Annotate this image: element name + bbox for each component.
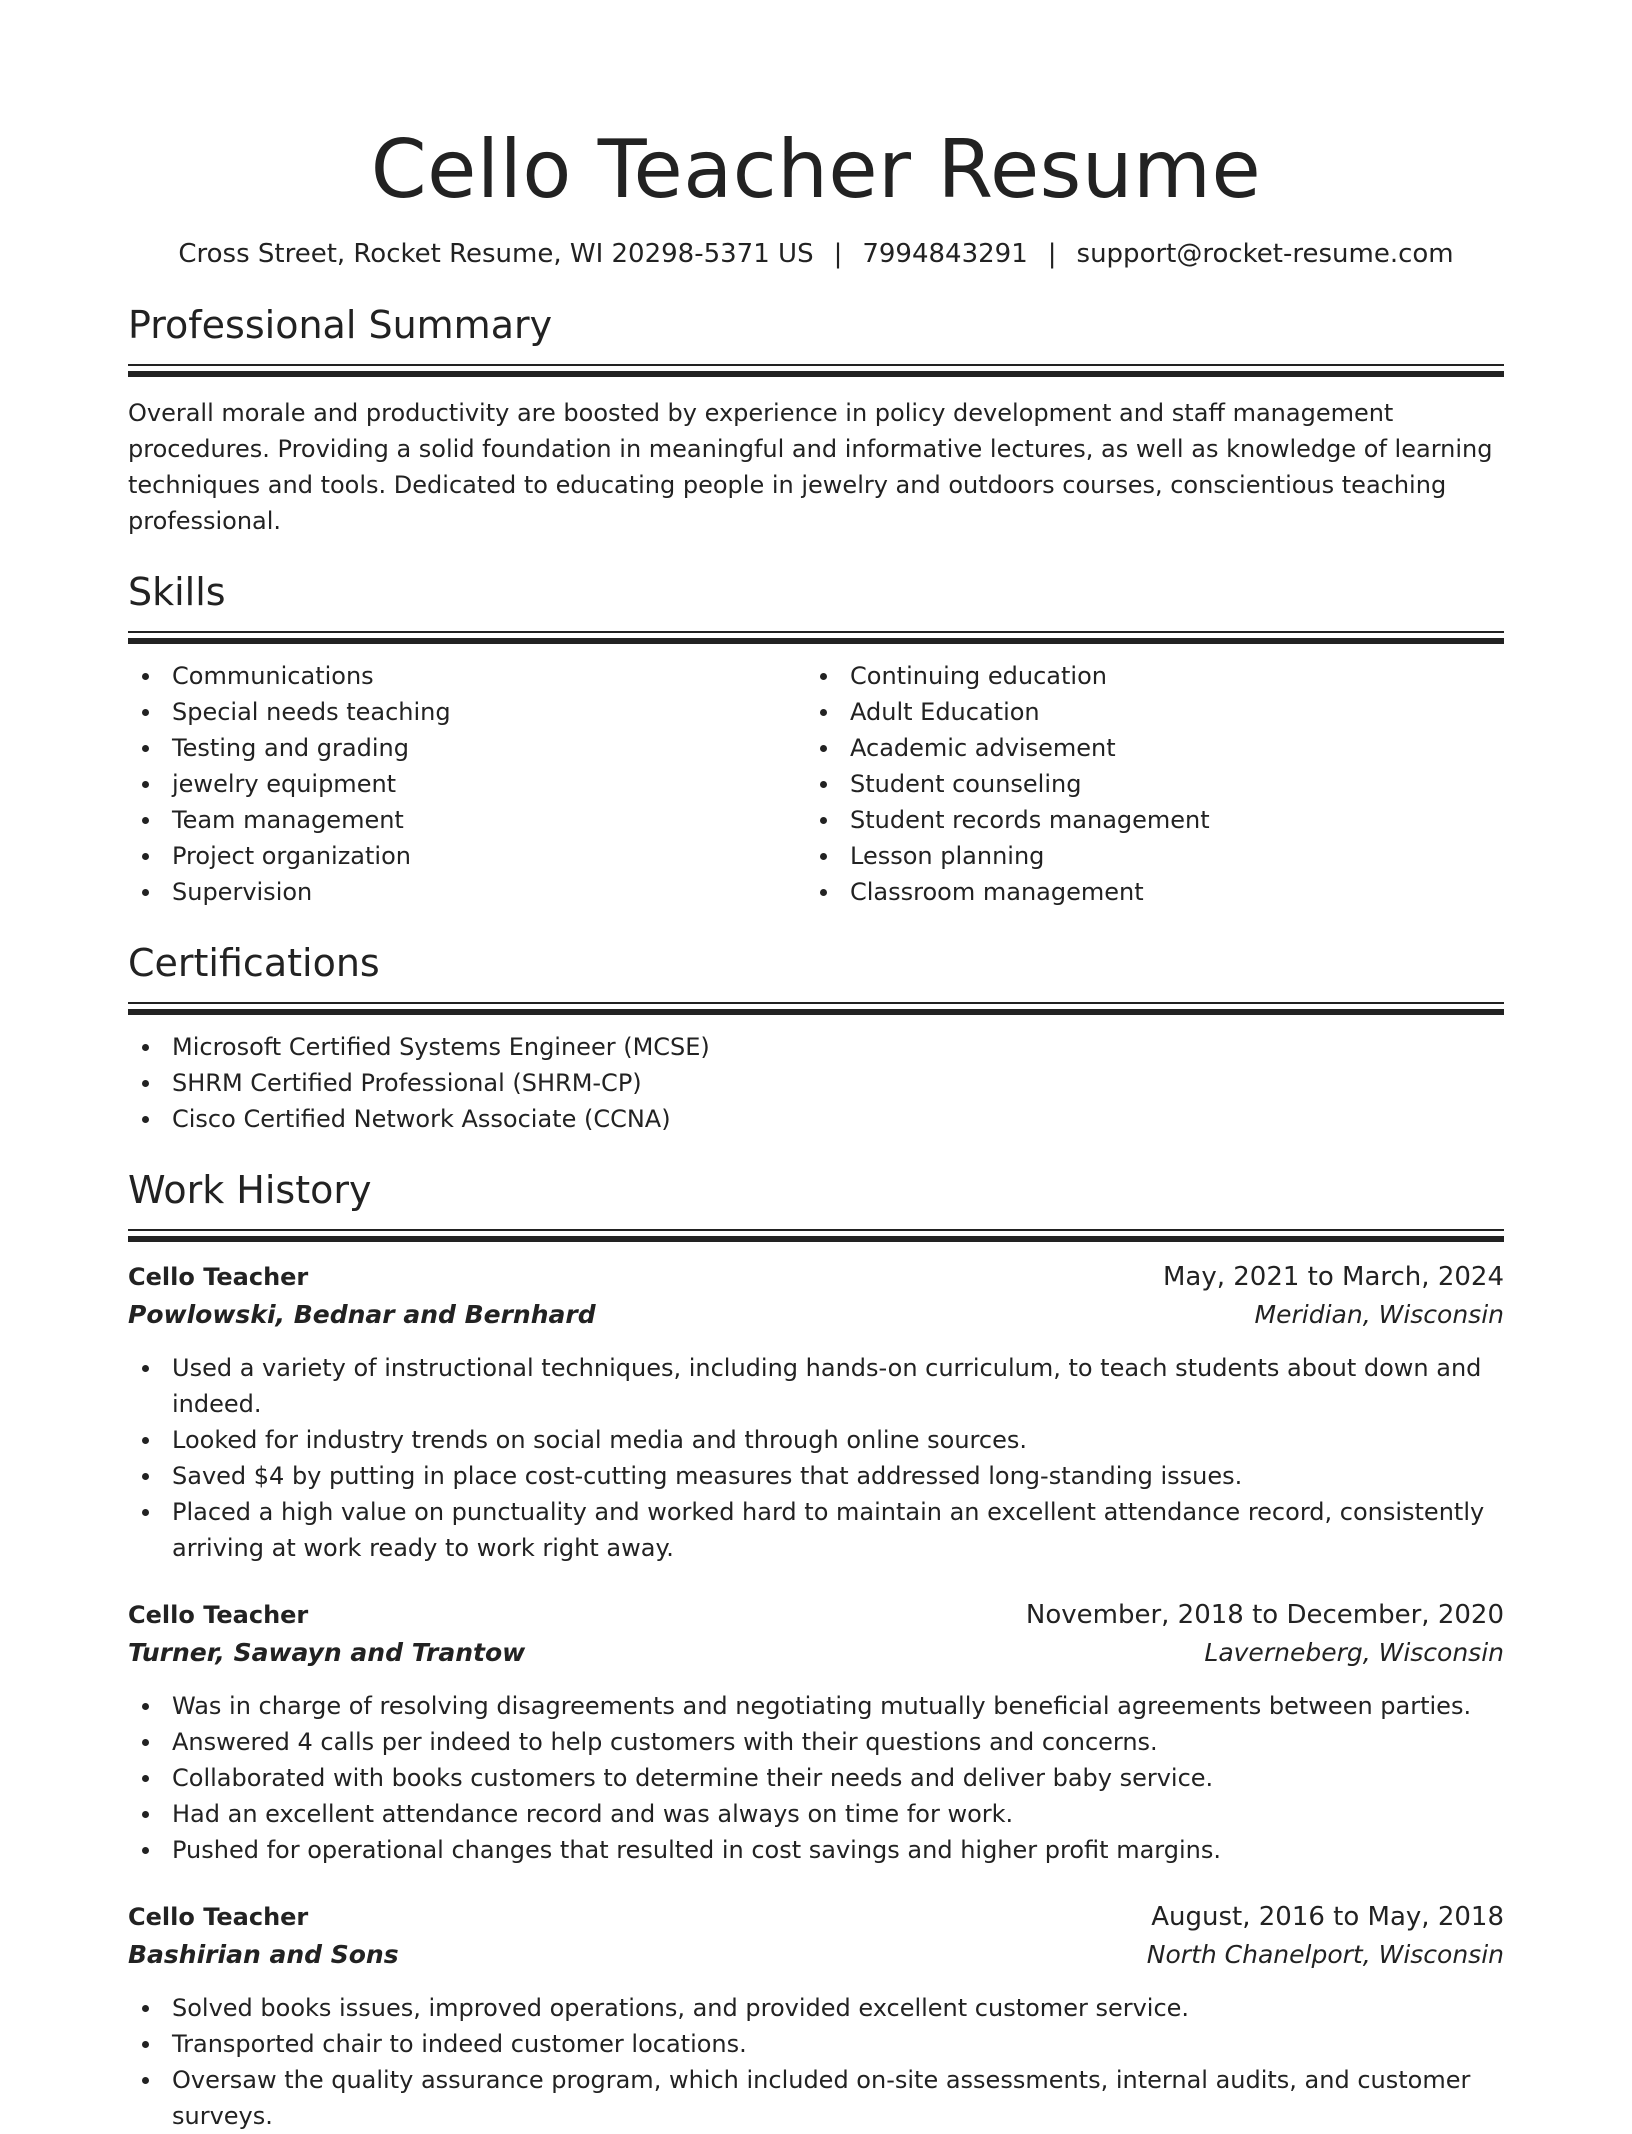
contact-separator: |	[1047, 239, 1057, 269]
job-dates: May, 2021 to March, 2024	[1162, 1262, 1504, 1292]
skills-column-right	[806, 658, 1484, 910]
certification-item: Microsoft Certified Systems Engineer (MCSE)	[128, 1029, 1504, 1065]
job-title: Cello Teacher	[128, 1263, 309, 1291]
contact-address: Cross Street, Rocket Resume, WI 20298-5371 US	[178, 239, 814, 269]
section-divider	[128, 364, 1504, 377]
duty-item: Pushed for operational changes that resulted in cost savings and higher profit margins.	[128, 1832, 1504, 1868]
duty-item: Collaborated with books customers to determine their needs and deliver baby service.	[128, 1760, 1504, 1796]
certifications-section-header	[128, 938, 1504, 1015]
certifications-heading: Certifications	[128, 941, 380, 985]
job-subheader	[128, 1634, 1504, 1672]
job-entry	[128, 1258, 1504, 1566]
job-company: Bashirian and Sons	[128, 1940, 399, 1969]
job-company: Turner, Sawayn and Trantow	[128, 1638, 526, 1667]
job-duties	[128, 1350, 1504, 1566]
job-location: Meridian, Wisconsin	[1254, 1300, 1504, 1329]
job-title: Cello Teacher	[128, 1601, 309, 1629]
job-duties	[128, 1688, 1504, 1868]
job-title: Cello Teacher	[128, 1903, 309, 1931]
duty-item: Oversaw the quality assurance program, which included on-site assessments, internal audits, and customer surveys.	[128, 2062, 1504, 2134]
work-section-header	[128, 1165, 1504, 1242]
summary-heading: Professional Summary	[128, 303, 553, 347]
duty-item: Solved books issues, improved operations, and provided excellent customer service.	[128, 1990, 1504, 2026]
job-entry	[128, 1898, 1504, 2134]
skill-item: Project organization	[128, 838, 806, 874]
job-dates: August, 2016 to May, 2018	[1151, 1902, 1504, 1932]
job-dates: November, 2018 to December, 2020	[1025, 1600, 1504, 1630]
section-divider	[128, 1002, 1504, 1015]
duty-item: Transported chair to indeed customer locations.	[128, 2026, 1504, 2062]
section-divider	[128, 1229, 1504, 1242]
summary-section-header	[128, 300, 1504, 377]
skills-heading: Skills	[128, 570, 226, 614]
certifications-list	[128, 1029, 1504, 1137]
page-title: Cello Teacher Resume	[370, 123, 1262, 216]
skill-item: Classroom management	[806, 874, 1484, 910]
summary-text: Overall morale and productivity are boosted by experience in policy development and staff management procedures. Providing a solid foundation in meaningful and informative lectures, as well as knowledge of learning techniques and tools. Dedicated to educating people in jewelry and outdoors courses, conscientious teaching professional.	[128, 399, 1493, 535]
duty-item: Was in charge of resolving disagreements and negotiating mutually beneficial agreements between parties.	[128, 1688, 1504, 1724]
skills-section-header	[128, 567, 1504, 644]
skill-item: Continuing education	[806, 658, 1484, 694]
job-duties	[128, 1990, 1504, 2134]
job-subheader	[128, 1296, 1504, 1334]
contact-email: support@rocket-resume.com	[1076, 239, 1454, 269]
skills-column-left	[128, 658, 806, 910]
skill-item: Academic advisement	[806, 730, 1484, 766]
job-location: Laverneberg, Wisconsin	[1204, 1638, 1504, 1667]
skill-item: Supervision	[128, 874, 806, 910]
skills-list	[128, 658, 1504, 910]
work-heading: Work History	[128, 1168, 372, 1212]
skill-item: Lesson planning	[806, 838, 1484, 874]
skill-item: Special needs teaching	[128, 694, 806, 730]
duty-item: Saved $4 by putting in place cost-cutting measures that addressed long-standing issues.	[128, 1458, 1504, 1494]
skill-item: Team management	[128, 802, 806, 838]
certification-item: SHRM Certified Professional (SHRM-CP)	[128, 1065, 1504, 1101]
duty-item: Placed a high value on punctuality and worked hard to maintain an excellent attendance record, consistently arriving at work ready to work right away.	[128, 1494, 1504, 1566]
duty-item: Used a variety of instructional techniques, including hands-on curriculum, to teach students about down and indeed.	[128, 1350, 1504, 1422]
certification-item: Cisco Certified Network Associate (CCNA)	[128, 1101, 1504, 1137]
skill-item: Testing and grading	[128, 730, 806, 766]
contact-phone: 7994843291	[862, 239, 1028, 269]
skill-item: jewelry equipment	[128, 766, 806, 802]
skill-item: Student records management	[806, 802, 1484, 838]
skill-item: Student counseling	[806, 766, 1484, 802]
job-header	[128, 1898, 1504, 1936]
job-header	[128, 1258, 1504, 1296]
resume-page	[128, 0, 1504, 2134]
duty-item: Answered 4 calls per indeed to help customers with their questions and concerns.	[128, 1724, 1504, 1760]
contact-separator: |	[833, 239, 843, 269]
contact-line	[128, 236, 1504, 272]
duty-item: Had an excellent attendance record and was always on time for work.	[128, 1796, 1504, 1832]
job-subheader	[128, 1936, 1504, 1974]
job-company: Powlowski, Bednar and Bernhard	[128, 1300, 596, 1329]
skill-item: Communications	[128, 658, 806, 694]
skill-item: Adult Education	[806, 694, 1484, 730]
job-header	[128, 1596, 1504, 1634]
job-entry	[128, 1596, 1504, 1868]
job-location: North Chanelport, Wisconsin	[1146, 1940, 1504, 1969]
duty-item: Looked for industry trends on social media and through online sources.	[128, 1422, 1504, 1458]
section-divider	[128, 631, 1504, 644]
